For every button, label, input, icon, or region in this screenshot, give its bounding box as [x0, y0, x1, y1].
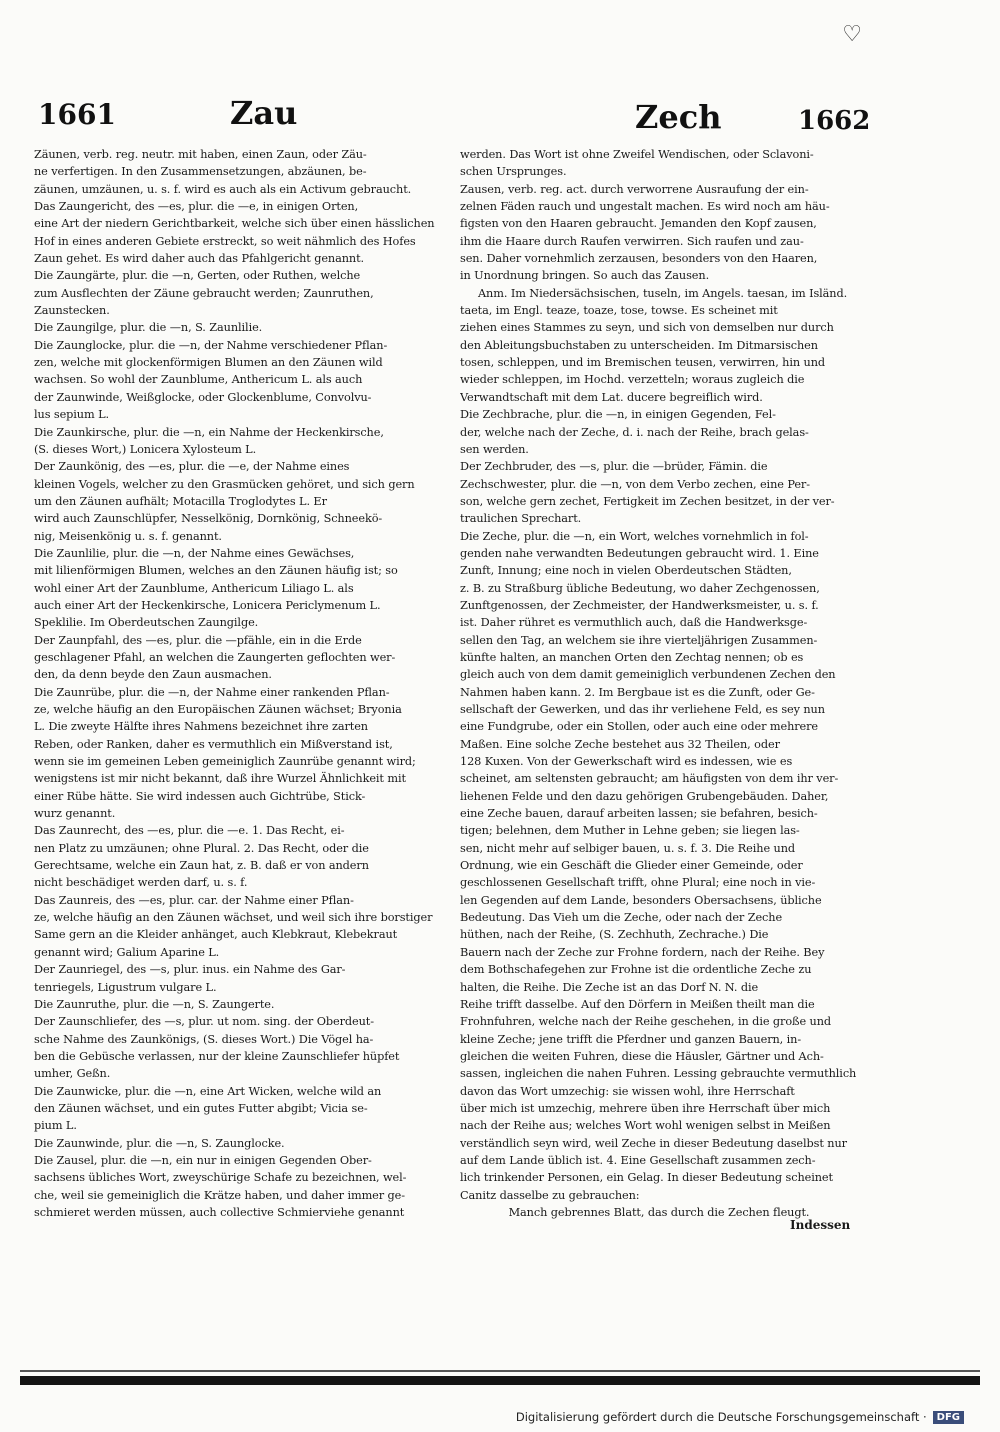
text-line: einer Rübe hätte. Sie wird indessen auch Gichtrübe, Stick-	[34, 789, 366, 803]
text-line: nen Platz zu umzäunen; ohne Plural. 2. Das Recht, oder die	[34, 841, 369, 855]
text-line: schen Ursprunges.	[460, 165, 567, 179]
text-line: tigen; belehnen, dem Muther in Lehne geben; sie liegen las-	[460, 824, 800, 838]
text-line: tosen, schleppen, und im Bremischen teusen, verwirren, hin und	[460, 356, 826, 370]
text-line: Zunft, Innung; eine noch in vielen Oberdeutschen Städten,	[460, 564, 792, 578]
text-line: 128 Kuxen. Von der Gewerkschaft wird es indessen, wie es	[460, 755, 793, 769]
text-line: Die Zaunglocke, plur. die —n, der Nahme verschiedener Pflan-	[34, 338, 388, 352]
text-line: zen, welche mit glockenförmigen Blumen an den Zäunen wild	[34, 356, 383, 370]
text-line: liehenen Felde und den dazu gehörigen Grubengebäuden. Daher,	[460, 789, 829, 803]
text-line: Speklilie. Im Oberdeutschen Zaungilge.	[34, 616, 259, 630]
text-line: Die Zaunwinde, plur. die —n, S. Zaunglocke.	[34, 1136, 285, 1150]
text-line: gleichen die weiten Fuhren, diese die Häusler, Gärtner und Ach-	[460, 1049, 824, 1063]
text-line: genden nahe verwandten Bedeutungen gebraucht wird. 1. Eine	[460, 546, 819, 560]
text-line: Reben, oder Ranken, daher es vermuthlich ein Mißverstand ist,	[34, 737, 393, 751]
text-line: wieder schleppen, im Hochd. verzetteln; woraus zugleich die	[460, 373, 805, 387]
text-line: sen, nicht mehr auf selbiger bauen, u. s. f. 3. Die Reihe und	[460, 841, 795, 855]
text-line: Zunftgenossen, der Zechmeister, der Handwerksmeister, u. s. f.	[460, 598, 819, 612]
text-line: figsten von den Haaren gebraucht. Jemanden den Kopf zausen,	[460, 217, 817, 231]
text-line: sche Nahme des Zaunkönigs, (S. dieses Wort.) Die Vögel ha-	[34, 1032, 374, 1046]
text-line: genannt wird; Galium Aparine L.	[34, 945, 220, 959]
text-line: umher, Geßn.	[34, 1067, 111, 1081]
text-line: eine Art der niedern Gerichtbarkeit, welche sich über einen hässlichen	[34, 217, 435, 231]
text-line: hüthen, nach der Reihe, (S. Zechhuth, Zechrache.) Die	[460, 928, 769, 942]
text-line: scheinet, am seltensten gebraucht; am häufigsten von dem ihr ver-	[460, 772, 839, 786]
text-line: mit lilienförmigen Blumen, welches an den Zäunen häufig ist; so	[34, 564, 398, 578]
text-line: Die Zaungilge, plur. die —n, S. Zaunlilie.	[34, 321, 263, 335]
text-line: Das Zaunreis, des —es, plur. car. der Nahme einer Pflan-	[34, 893, 354, 907]
text-line: geschlagener Pfahl, an welchen die Zaungerten geflochten wer-	[34, 650, 396, 664]
text-line: zum Ausflechten der Zäune gebraucht werden; Zaunruthen,	[34, 286, 374, 300]
text-line: ne verfertigen. In den Zusammensetzungen, abzäunen, be-	[34, 165, 367, 179]
right-column	[460, 146, 858, 1221]
text-line: Zaunstecken.	[34, 304, 110, 318]
text-line: zäunen, umzäunen, u. s. f. wird es auch als ein Activum gebraucht.	[34, 182, 412, 196]
text-line: künfte halten, an manchen Orten den Zechtag nennen; ob es	[460, 650, 804, 664]
text-line: Die Zechbrache, plur. die —n, in einigen Gegenden, Fel-	[460, 408, 776, 422]
text-line: lus sepium L.	[34, 408, 109, 422]
left-running-head: Zau	[230, 94, 298, 132]
text-line: ist. Daher rühret es vermuthlich auch, daß die Handwerksge-	[460, 616, 808, 630]
text-line: Der Zaunpfahl, des —es, plur. die —pfähle, ein in die Erde	[34, 633, 362, 647]
text-line: auf dem Lande üblich ist. 4. Eine Gesellschaft zusammen zech-	[460, 1153, 816, 1167]
text-line: z. B. zu Straßburg übliche Bedeutung, wo daher Zechgenossen,	[460, 581, 820, 595]
text-line: Der Zaunriegel, des —s, plur. inus. ein Nahme des Gar-	[34, 963, 346, 977]
text-line: auch einer Art der Heckenkirsche, Lonicera Periclymenum L.	[34, 598, 381, 612]
text-line: Die Zaunlilie, plur. die —n, der Nahme eines Gewächses,	[34, 546, 355, 560]
text-line: ze, welche häufig an den Zäunen wächset, und weil sich ihre borstiger	[34, 911, 433, 925]
text-line: dem Bothschafegehen zur Frohne ist die ordentliche Zeche zu	[460, 963, 812, 977]
text-line: werden. Das Wort ist ohne Zweifel Wendischen, oder Sclavoni-	[460, 148, 814, 161]
right-running-head: Zech	[635, 98, 722, 136]
text-line: Das Zaunrecht, des —es, plur. die —e. 1. Das Recht, ei-	[34, 824, 345, 838]
text-line: wenn sie im gemeinen Leben gemeiniglich Zaunrübe genannt wird;	[34, 755, 416, 769]
text-line: Verwandtschaft mit dem Lat. ducere begreiflich wird.	[460, 390, 763, 404]
text-line: Zausen, verb. reg. act. durch verworrene Ausraufung der ein-	[460, 182, 809, 196]
text-line: wird auch Zaunschlüpfer, Nesselkönig, Dornkönig, Schneekö-	[34, 512, 383, 526]
text-line: kleinen Vogels, welcher zu den Grasmücken gehöret, und sich gern	[34, 477, 415, 491]
text-line: Das Zaungericht, des —es, plur. die —e, in einigen Orten,	[34, 200, 359, 214]
text-line: wenigstens ist mir nicht bekannt, daß ihre Wurzel Ähnlichkeit mit	[34, 772, 406, 786]
text-line: Maßen. Eine solche Zeche bestehet aus 32 Theilen, oder	[460, 737, 780, 751]
text-line: Ordnung, wie ein Geschäft die Glieder einer Gemeinde, oder	[460, 859, 803, 873]
text-line: Die Zausel, plur. die —n, ein nur in einigen Gegenden Ober-	[34, 1153, 372, 1167]
text-line: wurz genannt.	[34, 807, 116, 821]
text-line: Der Zaunkönig, des —es, plur. die —e, der Nahme eines	[34, 460, 350, 474]
text-line: in Unordnung bringen. So auch das Zausen.	[460, 269, 710, 283]
text-line: Der Zechbruder, des —s, plur. die —brüder, Fämin. die	[460, 460, 768, 474]
text-line: Anm. Im Niedersächsischen, tuseln, im Angels. taesan, im Isländ.	[478, 286, 848, 300]
text-line: Der Zaunschliefer, des —s, plur. ut nom. sing. der Oberdeut-	[34, 1015, 374, 1029]
text-line: traulichen Sprechart.	[460, 512, 582, 526]
scan-edge-line	[20, 1370, 980, 1372]
text-line: lich trinkender Personen, ein Gelag. In dieser Bedeutung scheinet	[460, 1171, 833, 1185]
right-page-number: 1662	[798, 106, 871, 136]
text-line: Bedeutung. Das Vieh um die Zeche, oder nach der Zeche	[460, 911, 783, 925]
footer-text: Digitalisierung gefördert durch die Deutsche Forschungsgemeinschaft ·	[515, 1410, 927, 1424]
text-line: um den Zäunen aufhält; Motacilla Troglodytes L. Er	[34, 494, 327, 508]
text-line: ben die Gebüsche verlassen, nur der kleine Zaunschliefer hüpfet	[34, 1049, 400, 1063]
text-line: Hof in eines anderen Gebiete erstreckt, so weit nähmlich des Hofes	[34, 234, 416, 248]
text-line: Manch gebrennes Blatt, das durch die Zechen fleugt.	[508, 1205, 810, 1219]
text-line: sen. Daher vornehmlich zerzausen, besonders von den Haaren,	[460, 252, 818, 266]
text-line: pium L.	[34, 1119, 77, 1133]
text-line: (S. dieses Wort,) Lonicera Xylosteum L.	[34, 442, 257, 456]
text-line: Gerechtsame, welche ein Zaun hat, z. B. daß er von andern	[34, 859, 369, 873]
text-line: ziehen eines Stammes zu seyn, und sich von demselben nur durch	[460, 321, 834, 335]
left-page-number: 1661	[38, 98, 116, 131]
text-line: Die Zeche, plur. die —n, ein Wort, welches vornehmlich in fol-	[460, 529, 809, 543]
text-line: sellschaft der Gewerken, und das ihr verliehene Feld, es sey nun	[460, 703, 825, 716]
footer-credit	[516, 1410, 964, 1424]
text-line: Zechschwester, plur. die —n, von dem Verbo zechen, eine Per-	[460, 477, 810, 491]
text-line: Frohnfuhren, welche nach der Reihe geschehen, in die große und	[460, 1015, 832, 1029]
text-line: ihm die Haare durch Raufen verwirren. Sich raufen und zau-	[460, 234, 804, 248]
left-column	[34, 146, 438, 1221]
text-line: nig, Meisenkönig u. s. f. genannt.	[34, 529, 222, 543]
text-line: wachsen. So wohl der Zaunblume, Anthericum L. als auch	[34, 373, 363, 387]
text-line: che, weil sie gemeiniglich die Krätze haben, und daher immer ge-	[34, 1188, 405, 1202]
text-line: Zäunen, verb. reg. neutr. mit haben, einen Zaun, oder Zäu-	[34, 148, 367, 161]
text-line: eine Fundgrube, oder ein Stollen, oder auch eine oder mehrere	[460, 720, 819, 734]
text-line: Die Zaunruthe, plur. die —n, S. Zaungerte.	[34, 997, 275, 1011]
text-line: nach der Reihe aus; welches Wort wohl wenigen selbst in Meißen	[460, 1119, 831, 1133]
text-line: schmieret werden müssen, auch collective Schmierviehe genannt	[34, 1205, 405, 1219]
text-line: Zaun gehet. Es wird daher auch das Pfahlgericht genannt.	[34, 252, 365, 266]
text-line: geschlossenen Gesellschaft trifft, ohne Plural; eine noch in vie-	[460, 876, 816, 890]
text-line: ze, welche häufig an den Europäischen Zäunen wächset; Bryonia	[34, 703, 402, 716]
catchword: Indessen	[790, 1218, 851, 1232]
text-line: davon das Wort umzechig: sie wissen wohl, ihre Herrschaft	[460, 1084, 795, 1098]
text-line: sellen den Tag, an welchem sie ihre vierteljährigen Zusammen-	[460, 633, 818, 647]
text-line: sassen, ingleichen die nahen Fuhren. Lessing gebrauchte vermuthlich	[460, 1067, 857, 1081]
text-line: taeta, im Engl. teaze, toaze, tose, towse. Es scheinet mit	[460, 304, 778, 318]
text-line: der Zaunwinde, Weißglocke, oder Glockenblume, Convolvu-	[34, 390, 372, 404]
text-line: Reihe trifft dasselbe. Auf den Dörfern in Meißen theilt man die	[460, 997, 815, 1011]
text-line: sen werden.	[460, 442, 529, 456]
text-line: kleine Zeche; jene trifft die Pferdner und ganzen Bauern, in-	[460, 1032, 802, 1046]
text-line: sachsens übliches Wort, zweyschürige Schafe zu bezeichnen, wel-	[34, 1171, 407, 1185]
text-line: über mich ist umzechig, mehrere üben ihre Herrschaft über mich	[460, 1101, 831, 1115]
text-line: tenriegels, Ligustrum vulgare L.	[34, 980, 217, 994]
text-line: L. Die zweyte Hälfte ihres Nahmens bezeichnet ihre zarten	[34, 720, 368, 734]
text-line: eine Zeche bauen, darauf arbeiten lassen; sie befahren, besich-	[460, 807, 818, 821]
text-line: Die Zaunkirsche, plur. die —n, ein Nahme der Heckenkirsche,	[34, 425, 384, 439]
running-header	[30, 92, 871, 140]
text-line: den Ableitungsbuchstaben zu unterscheiden. Im Ditmarsischen	[460, 338, 818, 352]
text-line: Die Zaunrübe, plur. die —n, der Nahme einer rankenden Pflan-	[34, 685, 390, 699]
text-line: Canitz dasselbe zu gebrauchen:	[460, 1188, 640, 1202]
text-line: wohl einer Art der Zaunblume, Anthericum Liliago L. als	[34, 581, 354, 595]
text-line: verständlich seyn wird, weil Zeche in dieser Bedeutung daselbst nur	[460, 1136, 847, 1150]
text-line: Die Zaungärte, plur. die —n, Gerten, oder Ruthen, welche	[34, 269, 361, 283]
text-line: len Gegenden auf dem Lande, besonders Obersachsens, übliche	[460, 893, 822, 907]
text-line: gleich auch von dem damit gemeiniglich verbundenen Zechen den	[460, 668, 836, 682]
text-line: son, welche gern zechet, Fertigkeit im Zechen besitzet, in der ver-	[460, 494, 835, 508]
text-line: der, welche nach der Zeche, d. i. nach der Reihe, brach gelas-	[460, 425, 809, 439]
text-line: Bauern nach der Zeche zur Frohne fordern, nach der Reihe. Bey	[460, 945, 825, 959]
text-line: Nahmen haben kann. 2. Im Bergbaue ist es die Zunft, oder Ge-	[460, 685, 815, 699]
text-line: zelnen Fäden rauch und ungestalt machen. Es wird noch am häu-	[460, 200, 830, 214]
text-line: halten, die Reihe. Die Zeche ist an das Dorf N. N. die	[460, 980, 759, 994]
text-line: nicht beschädiget werden darf, u. s. f.	[34, 876, 248, 890]
corner-mark: ♡	[842, 22, 862, 47]
dfg-badge: DFG	[933, 1411, 964, 1424]
text-line: Same gern an die Kleider anhänget, auch Klebkraut, Klebekraut	[34, 928, 398, 942]
text-line: Die Zaunwicke, plur. die —n, eine Art Wicken, welche wild an	[34, 1084, 382, 1098]
text-line: den Zäunen wächset, und ein gutes Futter abgibt; Vicia se-	[34, 1101, 368, 1115]
text-line: den, da denn beyde den Zaun ausmachen.	[34, 668, 272, 682]
scan-edge-bar	[20, 1376, 980, 1385]
